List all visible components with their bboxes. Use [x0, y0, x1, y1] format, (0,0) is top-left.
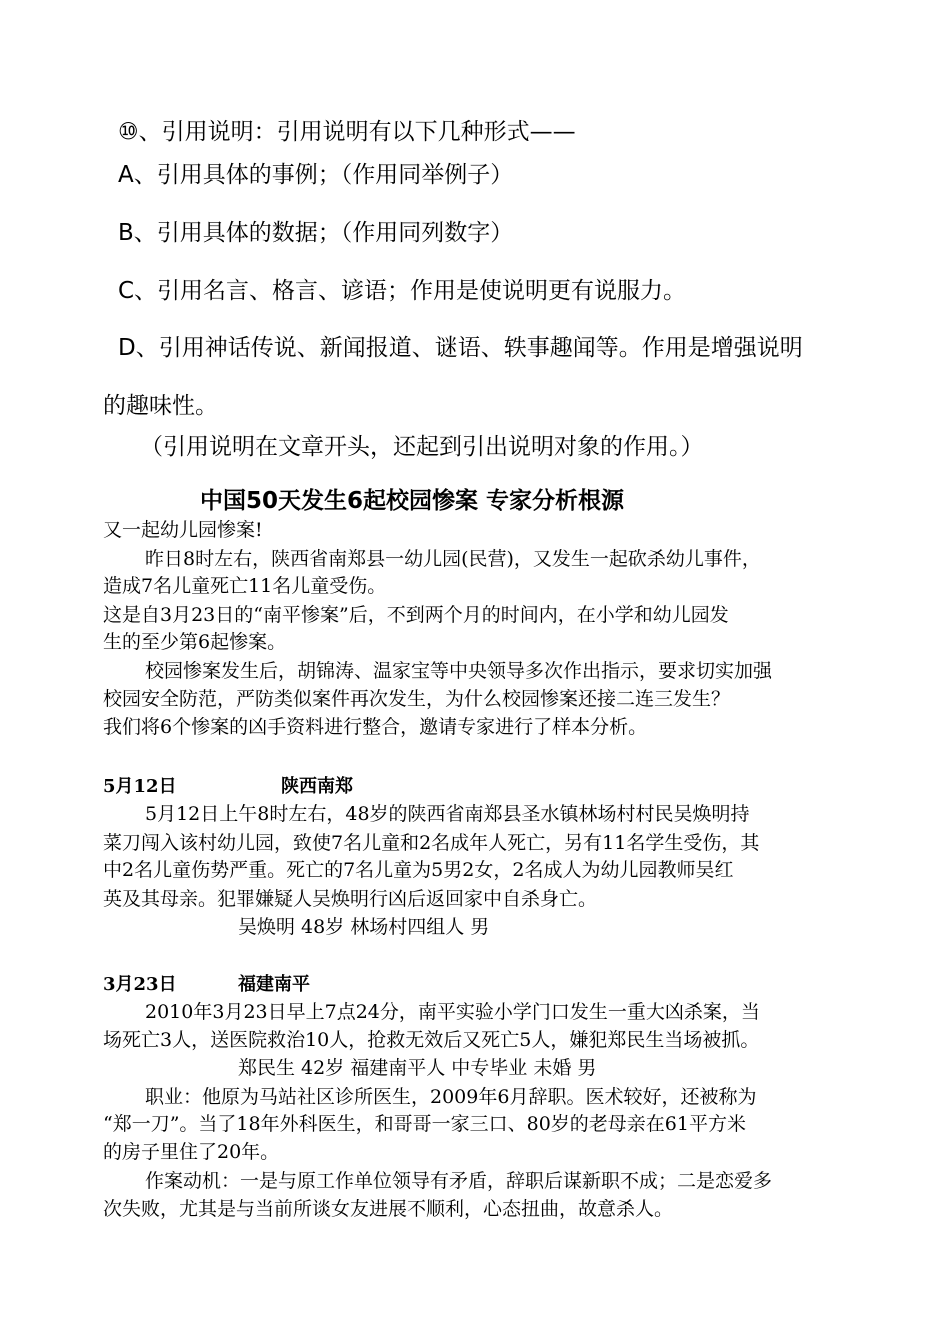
article-line: 我们将6个惨案的凶手资料进行整合，邀请专家进行了样本分析。 — [103, 716, 648, 738]
article-title: 中国50天发生6起校园惨案 专家分析根源 — [200, 488, 625, 514]
list-item-d: D、引用神话传说、新闻报道、谜语、轶事趣闻等。作用是增强说明 — [118, 335, 803, 361]
list-item-b: B、引用具体的数据；（作用同列数字） — [118, 220, 514, 246]
article-line: 校园惨案发生后，胡锦涛、温家宝等中央领导多次作出指示，要求切实加强 — [145, 660, 773, 682]
job-line: 的房子里住了20年。 — [103, 1141, 280, 1163]
case-line: 5月12日上午8时左右，48岁的陕西省南郑县圣水镇林场村村民吴焕明持 — [145, 803, 750, 825]
suspect-profile: 吴焕明 48岁 林场村四组人 男 — [238, 916, 490, 938]
article-line: 昨日8时左右，陕西省南郑县一幼儿园(民营)，又发生一起砍杀幼儿事件， — [145, 548, 761, 570]
case-place: 福建南平 — [238, 974, 310, 995]
list-item-d-continued: 的趣味性。 — [103, 393, 218, 419]
case-line: 中2名儿童伤势严重。死亡的7名儿童为5男2女，2名成人为幼儿园教师吴红 — [103, 859, 734, 881]
article-line: 校园安全防范，严防类似案件再次发生，为什么校园惨案还接二连三发生？ — [103, 688, 731, 710]
article-line: 生的至少第6起惨案。 — [103, 631, 287, 653]
article-line: 这是自3月23日的“南平惨案”后，不到两个月的时间内，在小学和幼儿园发 — [103, 604, 729, 626]
list-item-c: C、引用名言、格言、谚语；作用是使说明更有说服力。 — [118, 278, 687, 304]
case-date: 5月12日 — [103, 776, 177, 797]
list-item-a: A、引用具体的事例；（作用同举例子） — [118, 162, 514, 188]
case-line: 英及其母亲。犯罪嫌疑人吴焕明行凶后返回家中自杀身亡。 — [103, 888, 598, 910]
article-line: 又一起幼儿园惨案! — [103, 519, 263, 541]
case-place: 陕西南郑 — [281, 776, 353, 797]
case-line: 2010年3月23日早上7点24分，南平实验小学门口发生一重大凶杀案，当 — [145, 1001, 760, 1023]
job-line: 职业：他原为马站社区诊所医生，2009年6月辞职。医术较好，还被称为 — [145, 1086, 757, 1108]
case-date: 3月23日 — [103, 974, 177, 995]
suspect-profile: 郑民生 42岁 福建南平人 中专毕业 未婚 男 — [238, 1057, 597, 1079]
case-line: 菜刀闯入该村幼儿园，致使7名儿童和2名成年人死亡，另有11名学生受伤，其 — [103, 832, 760, 854]
section-heading: ⑩、引用说明：引用说明有以下几种形式—— — [118, 119, 576, 145]
motive-line: 作案动机：一是与原工作单位领导有矛盾，辞职后谋新职不成；二是恋爱多 — [145, 1170, 773, 1192]
job-line: “郑一刀”。当了18年外科医生，和哥哥一家三口、80岁的老母亲在61平方米 — [103, 1113, 746, 1135]
article-line: 造成7名儿童死亡11名儿童受伤。 — [103, 575, 387, 597]
case-line: 场死亡3人，送医院救治10人，抢救无效后又死亡5人，嫌犯郑民生当场被抓。 — [103, 1029, 760, 1051]
section-note: （引用说明在文章开头，还起到引出说明对象的作用。） — [140, 434, 704, 460]
motive-line: 次失败，尤其是与当前所谈女友进展不顺利，心态扭曲，故意杀人。 — [103, 1198, 674, 1220]
